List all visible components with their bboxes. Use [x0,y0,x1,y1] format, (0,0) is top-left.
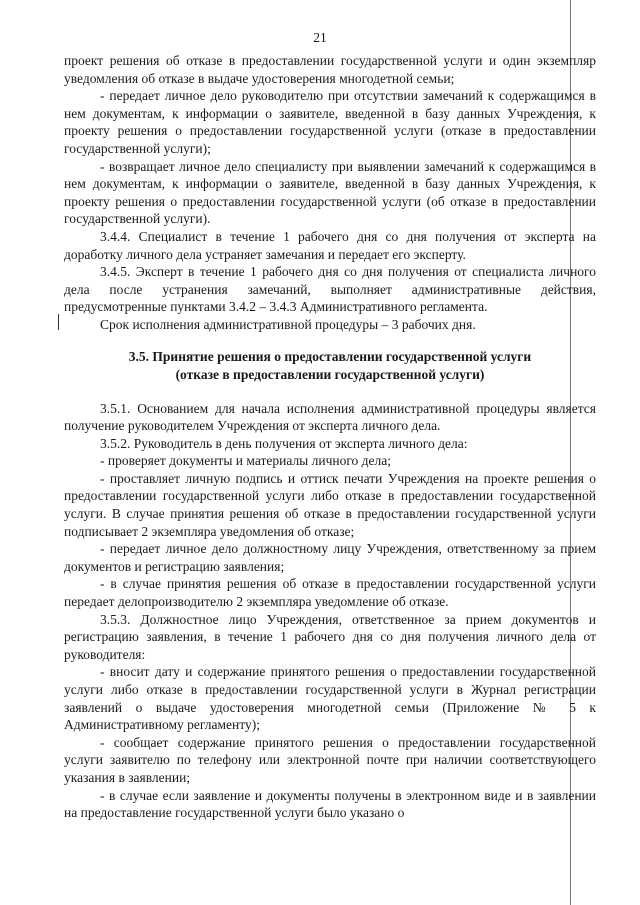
paragraph: - в случае если заявление и документы получены в электронном виде и в заявлении на предоставление государственной услуги было указано о [64,787,596,821]
paragraph: 3.5.1. Основанием для начала исполнения административной процедуры является получение руководителем Учреждения от эксперта личного дела. [64,400,596,434]
paragraph: - проверяет документы и материалы личного дела; [100,453,392,469]
paragraph: - проставляет личную подпись и оттиск печати Учреждения на проекте решения о предоставлении государственной услуги либо отказе в предоставлении государственной услуги. В случае принятия решения об отказе в предоставлении государственной услуги подписывает 2 экземпляра уведомления об отказе; [64,470,596,539]
section-heading-line-1: 3.5. Принятие решения о предоставлении государственной услуги [128,348,532,364]
paragraph: - передает личное дело должностному лицу Учреждения, ответственному за прием документов и регистрацию заявления; [64,541,596,574]
revision-mark [58,314,59,330]
paragraphs-top [64,52,596,334]
paragraph: - вносит дату и содержание принятого решения о предоставлении государственной услуги либо отказе в предоставлении государственной услуги в Журнал регистрации заявлений о выдаче удостоверения многодетной семьи (Приложение № 5 к Административному регламенту); [64,664,596,733]
paragraph: проект решения об отказе в предоставлении государственной услуги и один экземпляр уведомления об отказе в выдаче удостоверения многодетной семьи; [64,53,596,86]
paragraph: 3.5.3. Должностное лицо Учреждения, ответственное за прием документов и регистрацию заявления, в течение 1 рабочего дня со дня получения личного дела от руководителя: [64,611,596,662]
paragraph: - передает личное дело руководителю при отсутствии замечаний к содержащимся в нем документам, к информации о заявителе, введенной в базу данных Учреждения, к проекту решения о предоставлении государственной услуги (отказе в предоставлении государственной услуги); [64,88,596,156]
paragraph: - в случае принятия решения об отказе в предоставлении государственной услуги передает делопроизводителю 2 экземпляра уведомление об отказе. [64,576,596,610]
page-number: 21 [313,30,327,45]
paragraph: - возвращает личное дело специалисту при выявлении замечаний к содержащимся в нем документам, к информации о заявителе, введенной в базу данных Учреждения, к проекту решения о предоставлении государственной услуги (об отказе в предоставлении государственной услуги). [64,158,596,227]
paragraph: - сообщает содержание принятого решения о предоставлении государственной услуги заявителю по телефону или электронной почте при наличии соответствующего указания в заявлении; [64,734,596,785]
document-body [64,52,596,822]
section-heading [64,348,596,384]
paragraph: 3.4.4. Специалист в течение 1 рабочего дня со дня получения от эксперта на доработку личного дела устраняет замечания и передает его эксперту. [64,228,596,262]
section-heading-line-2: (отказе в предоставлении государственной услуги) [175,366,485,382]
paragraph: 3.4.5. Эксперт в течение 1 рабочего дня со дня получения от специалиста личного дела после устранения замечаний, выполняет административные действия, предусмотренные пунктами 3.4.2 – 3.4.3 Административного регламента. [64,264,596,315]
paragraph: 3.5.2. Руководитель в день получения от эксперта личного дела: [100,435,468,451]
paragraphs-bottom [64,400,596,822]
paragraph: Срок исполнения административной процедуры – 3 рабочих дня. [100,316,476,332]
